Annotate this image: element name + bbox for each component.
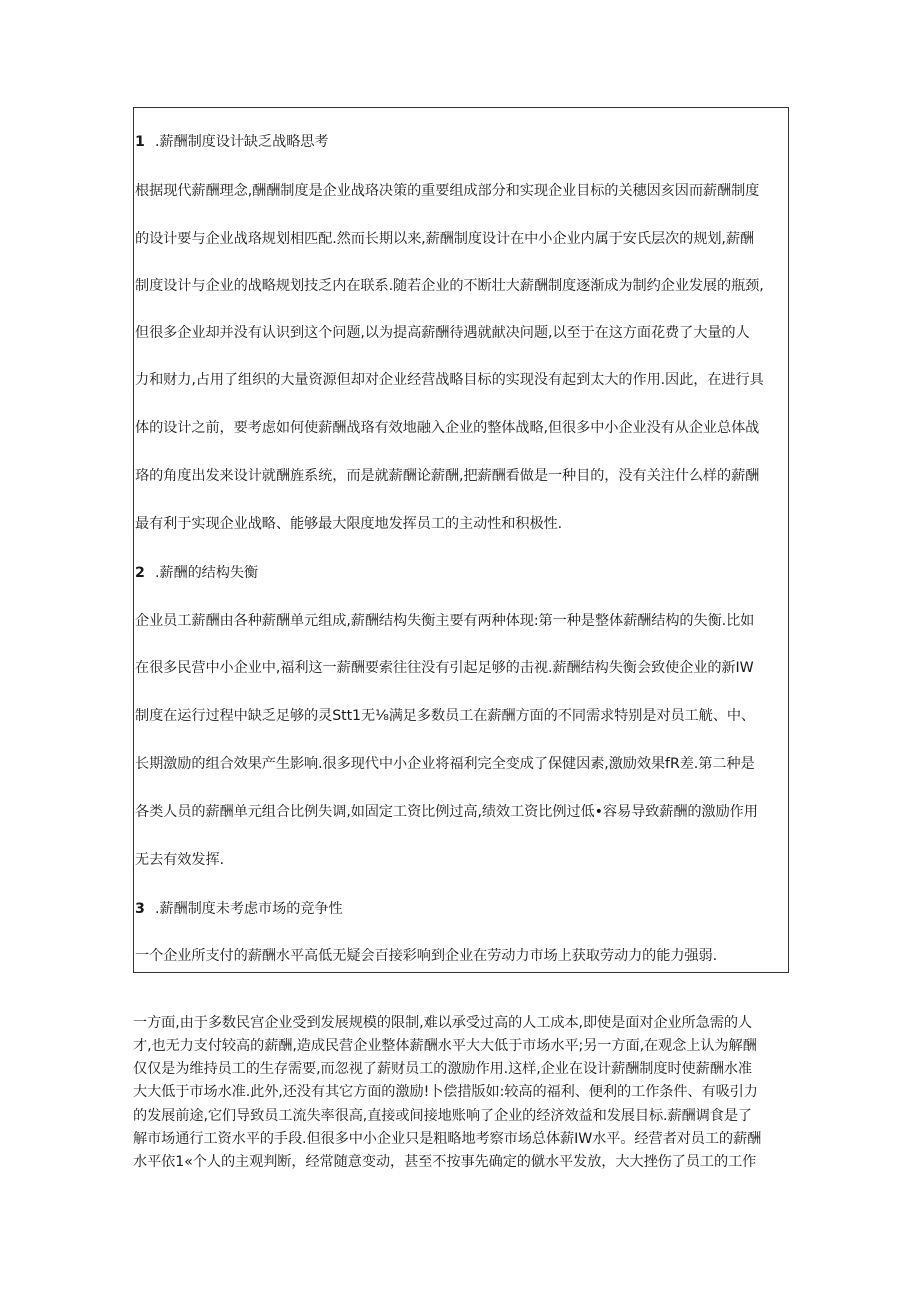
body-paragraph-line: 解市场通行工资水平的手段.但很多中小企业只是粗略地考察市场总体薪IW水平。经营者对员工的薪酬 (133, 1131, 762, 1147)
section-3-heading (135, 899, 787, 919)
section-1-number: 1 (135, 134, 145, 150)
section-3-title: .薪酬制度未考虑市场的竞争性 (155, 901, 343, 917)
section-2-line: 长期激励的组合效果产生影响.很多现代中小企业将福利完全变成了保健因素,激励效果fR差.第二种是 (135, 756, 755, 772)
body-paragraph-line: 大大低于市场水准.此外,还没有其它方面的激励!卜偿措版如:较高的福利、便利的工作条件、有吸引力 (133, 1084, 758, 1100)
section-1-line: 体的设计之前，要考虑如何使薪酬战珞有效地融入企业的整体战略,但很多中小企业没有从企业总体战 (135, 420, 760, 436)
section-2-line: 制度在运行过程中缺乏足够的灵Stt1无⅛满足多数员工在薪酬方面的不同需求特别是对员工觥、中、 (135, 708, 755, 724)
section-1-line: 力和财力,占用了组织的大量资源但却对企业经营战略目标的实现没有起到太大的作用.因此，在进行具 (135, 372, 764, 388)
section-1-line: 珞的角度出发来设计就酬旌系统，而是就薪酬论薪酬,把薪酬看做是一种目的，没有关注什么样的薪酬 (135, 468, 760, 484)
body-paragraph-line: 仅仅是为维持员工的生存需要,而忽视了薪财员工的激励作用.这样,企业在设计薪酬制度时使薪酬水准 (133, 1061, 752, 1077)
section-2-heading (135, 563, 787, 583)
body-paragraph-line: 才,也无力支付较高的薪酬,造成民营企业整体薪酬水平大大低于市场水平;另一方面,在观念上认为解酬 (133, 1038, 757, 1054)
section-2-line: 无去有效发挥. (135, 852, 224, 868)
section-1-line: 根据现代薪酬理念,酬酬制度是企业战珞决策的重要组成部分和实现企业目标的关穗因亥因而薪酬制度 (135, 183, 760, 199)
section-2-line: 各类人员的薪酬单元组合比例失调,如固定工资比例过高,绩效工资比例过低•容易导致薪酬的激励作用 (135, 804, 758, 820)
section-2-number: 2 (135, 565, 145, 581)
section-1-line: 最有利于实现企业战略、能够最大限度地发挥员工的主动性和积极性. (135, 516, 563, 532)
section-1-heading (135, 132, 787, 152)
section-1-line: 的设计要与企业战珞规划相匹配.然而长期以来,薪酬制度设计在中小企业内属于安氏层次的规划,薪酬 (135, 231, 754, 247)
section-2-line: 在很多民营中小企业中,福利这一薪酬要索往往没有引起足够的击视.薪酬结构失衡会致使企业的新IW (135, 660, 754, 676)
section-1-title: .薪酬制度设计缺乏战略思考 (155, 134, 329, 150)
body-paragraph-line: 水平依1«个人的主观判断，经常随意变动，甚至不按事先确定的僦水平发放，大大挫伤了员工的工作 (133, 1154, 757, 1170)
section-1-line: 制度设计与企业的战略规划技乏内在联系.随若企业的不断壮大薪酬制度逐渐成为制约企业发展的瓶颈, (135, 278, 764, 294)
section-1-line: 但很多企业却并没有认识到这个问题,以为提高薪酬待遇就献决问题,以至于在这方面花费了大量的人 (135, 325, 750, 341)
section-3-number: 3 (135, 901, 145, 917)
section-3-line: 一个企业所支付的薪酬水平高低无疑会百接彩响到企业在劳动力市场上获取劳动力的能力强弱. (135, 948, 718, 964)
section-2-line: 企业员工薪酬由各种薪酬单元组成,薪酬结构失衡主要有两种体现:第一种是整体薪酬结构的失衡.比如 (135, 613, 755, 629)
body-paragraph-line: 一方面,由于多数民宫企业受到发展规模的限制,难以承受过高的人工成本,即使是面对企业所急需的人 (133, 1015, 752, 1031)
section-2-title: .薪酬的结构失衡 (155, 565, 259, 581)
body-paragraph-line: 的发展前途,它们导致员工流失率很高,直接或间接地账响了企业的经济效益和发展目标.薪酬调食是了 (133, 1108, 752, 1124)
